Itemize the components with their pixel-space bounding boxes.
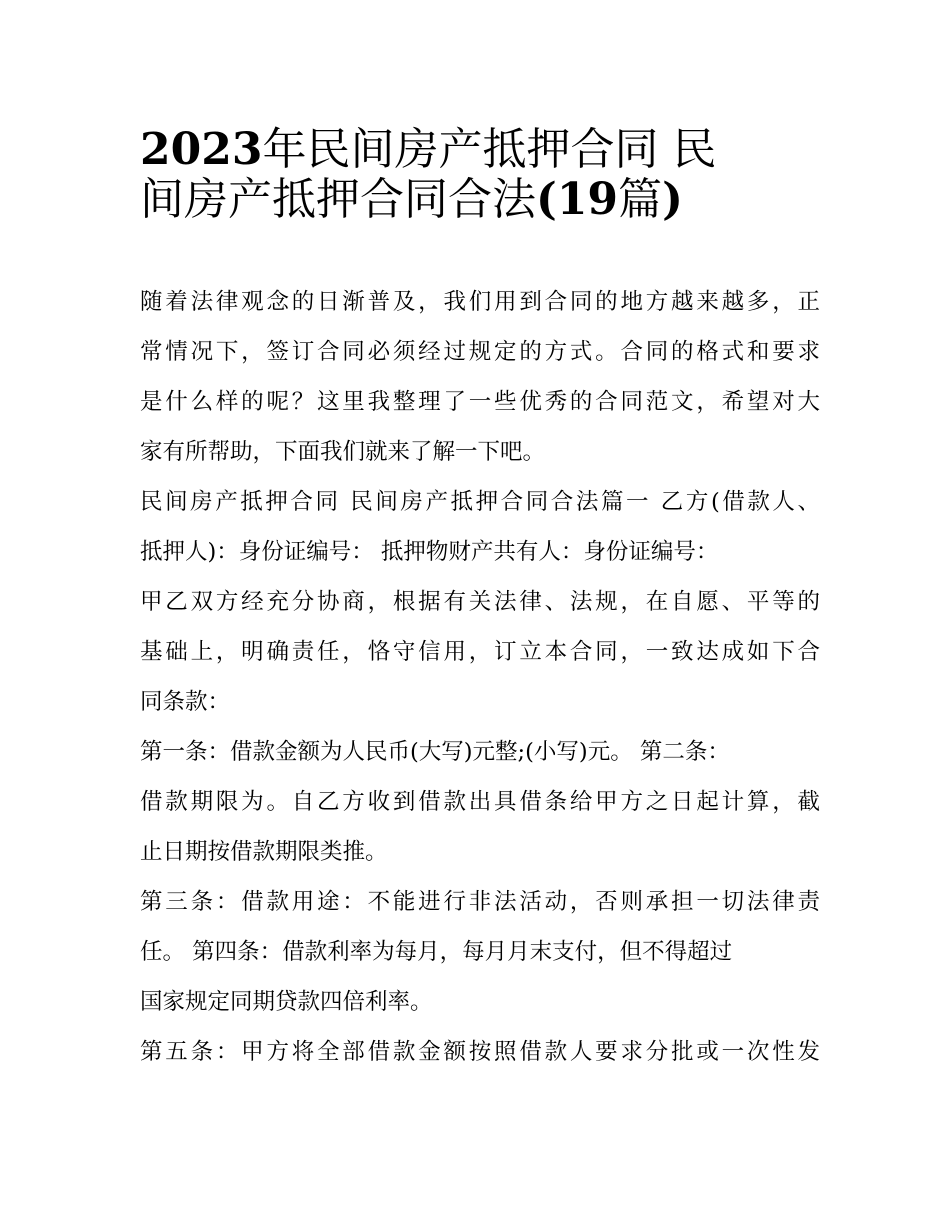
title-line: 间房产抵押合同合法(19篇) bbox=[140, 174, 683, 225]
text-line: 随着法律观念的日渐普及，我们用到合同的地方越来越多，正 bbox=[140, 289, 820, 315]
paragraph-agreement bbox=[140, 577, 820, 727]
text-line: 民间房产抵押合同 民间房产抵押合同合法篇一 乙方(借款人、 bbox=[140, 489, 820, 515]
document-body bbox=[140, 277, 820, 1077]
text-line: 国家规定同期贷款四倍利率。 bbox=[140, 989, 433, 1015]
paragraph-intro bbox=[140, 277, 820, 477]
paragraph-article-3-4 bbox=[140, 877, 820, 1027]
text-line: 抵押人)：身份证编号： 抵押物财产共有人：身份证编号： bbox=[140, 539, 719, 565]
text-line: 甲乙双方经充分协商，根据有关法律、法规，在自愿、平等的 bbox=[140, 589, 820, 615]
document-title bbox=[140, 112, 820, 225]
paragraph-article-1-2 bbox=[140, 727, 820, 877]
paragraph-parties bbox=[140, 477, 820, 577]
text-line: 是什么样的呢？这里我整理了一些优秀的合同范文，希望对大 bbox=[140, 389, 820, 415]
text-line: 家有所帮助，下面我们就来了解一下吧。 bbox=[140, 439, 546, 465]
paragraph-article-5 bbox=[140, 1027, 820, 1077]
text-line: 第三条：借款用途：不能进行非法活动，否则承担一切法律责 bbox=[140, 889, 820, 915]
text-line: 止日期按借款期限类推。 bbox=[140, 839, 388, 865]
text-line: 任。 第四条：借款利率为每月，每月月末支付，但不得超过 bbox=[140, 939, 733, 965]
text-line: 基础上，明确责任，恪守信用，订立本合同，一致达成如下合 bbox=[140, 639, 820, 665]
text-line: 同条款： bbox=[140, 689, 231, 715]
title-line: 2023年民间房产抵押合同 民 bbox=[140, 124, 717, 175]
text-line: 借款期限为。自乙方收到借款出具借条给甲方之日起计算，截 bbox=[140, 789, 820, 815]
text-line: 第一条：借款金额为人民币(大写)元整;(小写)元。 第二条： bbox=[140, 739, 730, 765]
text-line: 第五条：甲方将全部借款金额按照借款人要求分批或一次性发 bbox=[140, 1039, 820, 1065]
text-line: 常情况下，签订合同必须经过规定的方式。合同的格式和要求 bbox=[140, 339, 820, 365]
